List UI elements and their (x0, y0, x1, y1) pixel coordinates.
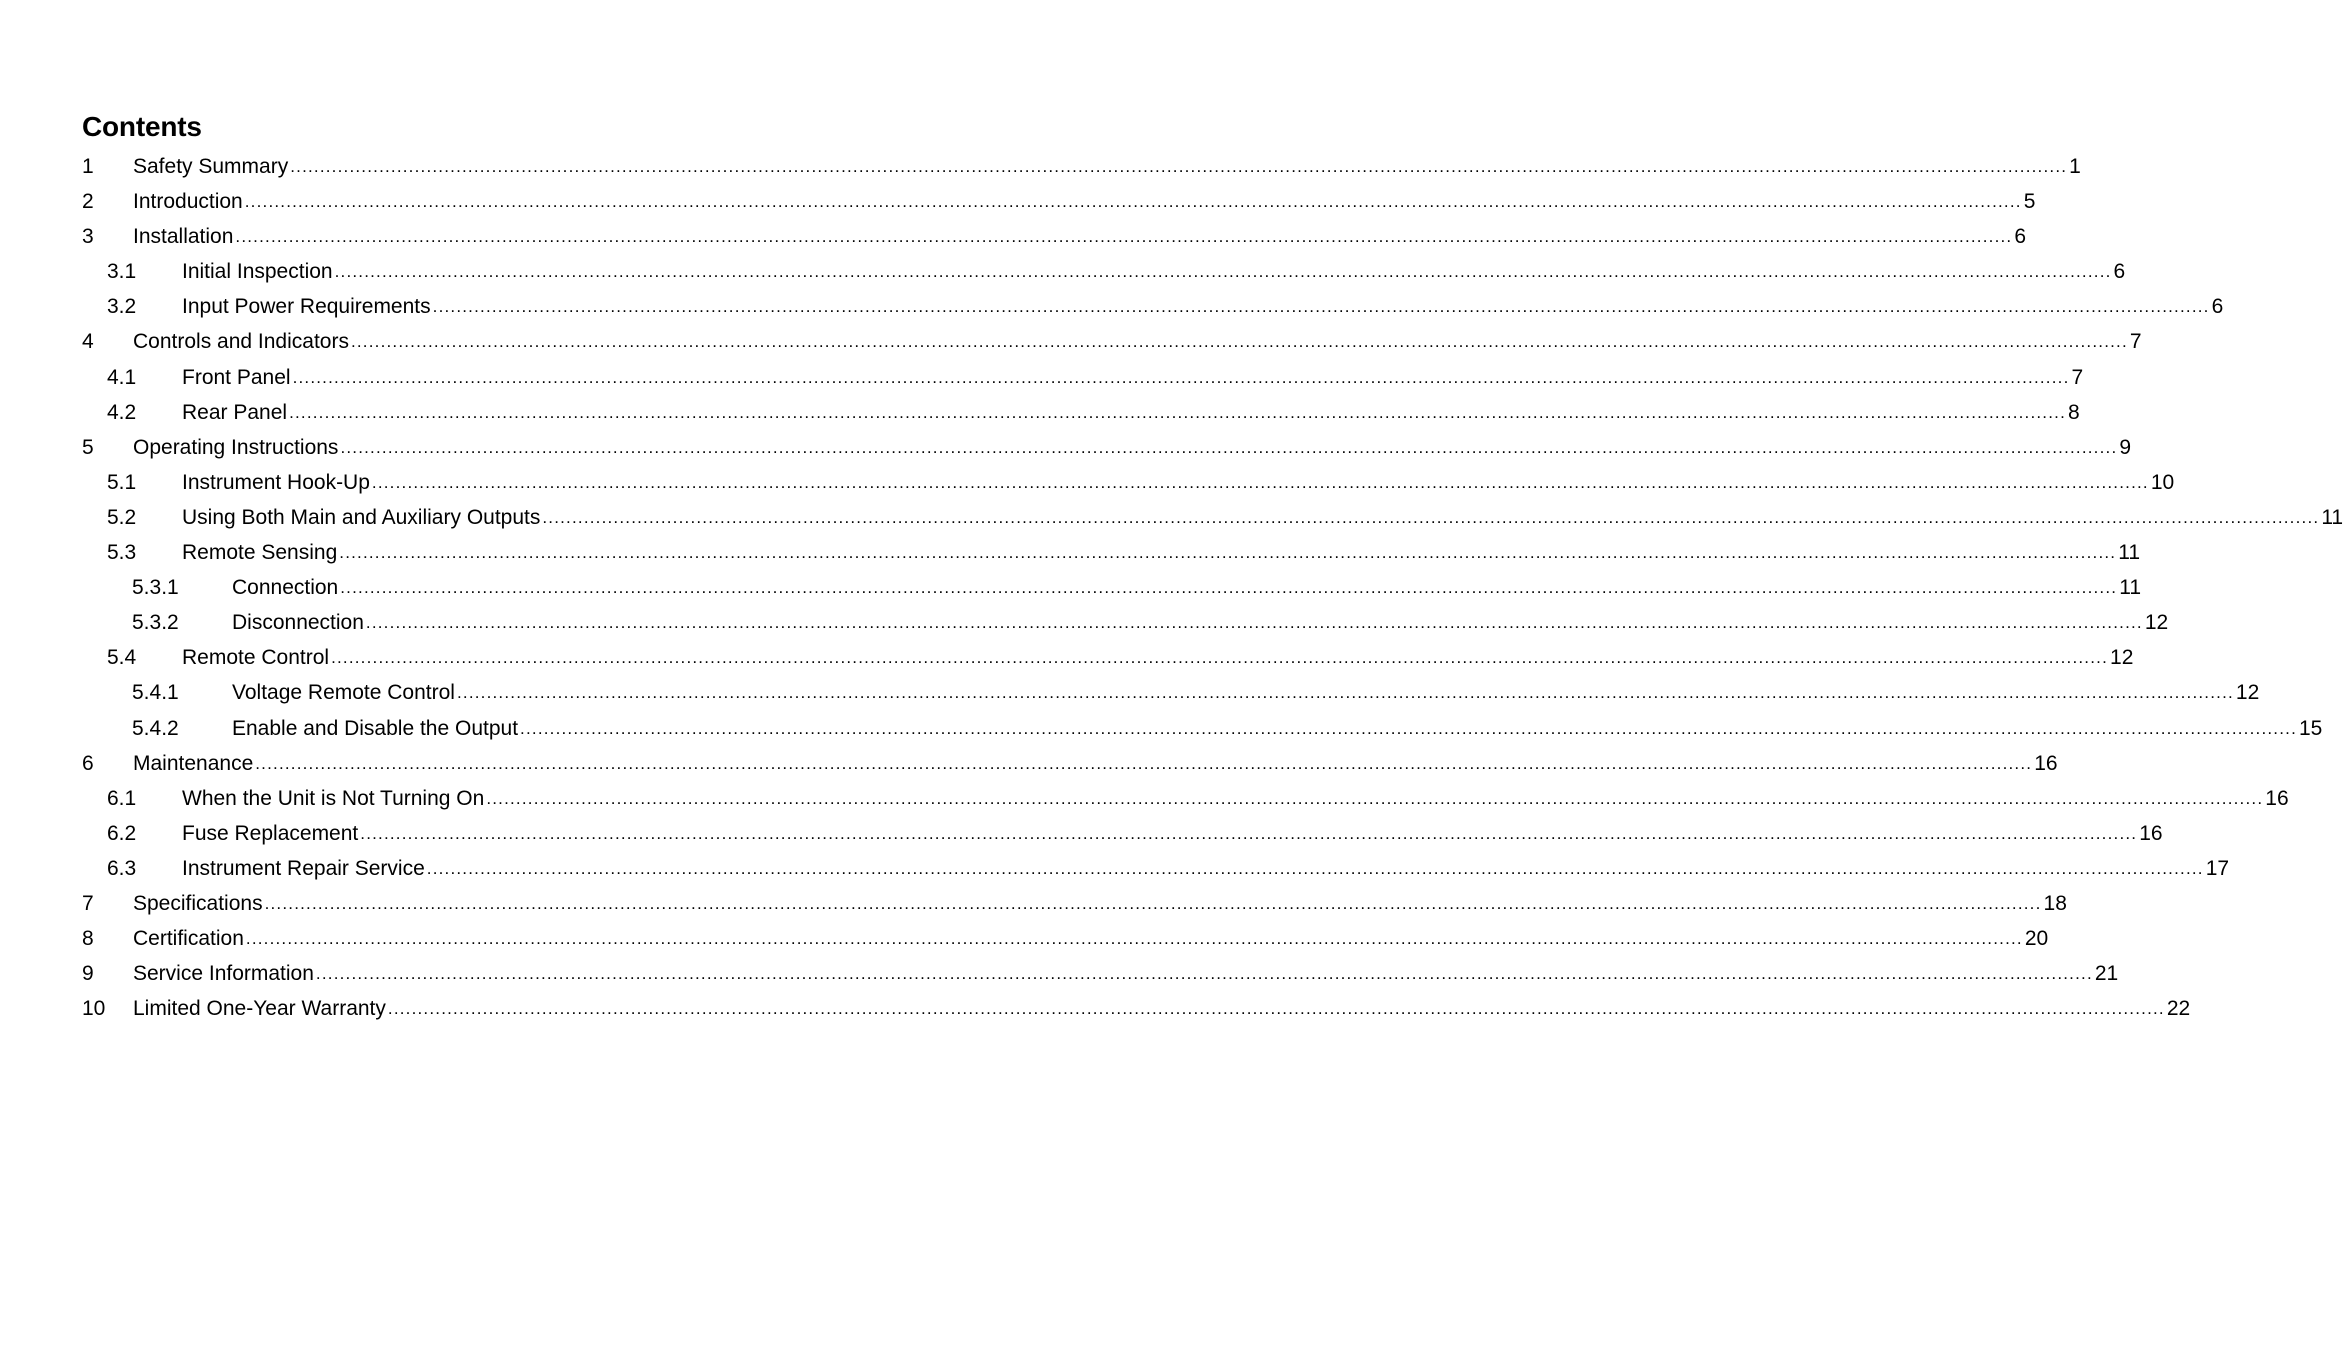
dot-leader: ............................................................................................................................................................................................................................................................................................................ (340, 578, 2118, 598)
toc-entry-number: 8 (82, 927, 94, 951)
toc-entry[interactable] (0, 852, 2230, 887)
dot-leader: ............................................................................................................................................................................................................................................................................................................ (486, 788, 2264, 808)
dot-leader: ............................................................................................................................................................................................................................................................................................................ (371, 472, 2149, 492)
toc-entry-page-number: 18 (2043, 891, 2067, 915)
toc-entry-link[interactable] (182, 855, 2230, 883)
dot-leader: ............................................................................................................................................................................................................................................................................................................ (334, 262, 2112, 282)
toc-entry-label: Instrument Hook-Up (182, 470, 370, 494)
toc-entry-label: Input Power Requirements (182, 295, 431, 319)
dot-leader: ............................................................................................................................................................................................................................................................................................................ (520, 718, 2297, 738)
dot-leader: ............................................................................................................................................................................................................................................................................................................ (264, 893, 2042, 913)
toc-entry-number: 6.3 (107, 856, 137, 880)
toc-entry-number: 5.3.1 (132, 576, 179, 600)
toc-entry-link[interactable] (133, 328, 2142, 356)
toc-entry-label: Maintenance (133, 751, 254, 775)
toc-entry-page-number: 10 (2150, 470, 2175, 494)
toc-entry[interactable] (0, 817, 2163, 852)
toc-entry[interactable] (0, 361, 2084, 396)
dot-leader: ............................................................................................................................................................................................................................................................................................................ (255, 753, 2033, 773)
toc-entry-number: 3.1 (107, 260, 137, 284)
toc-entry[interactable] (0, 887, 2067, 922)
toc-entry[interactable] (0, 712, 2323, 747)
dot-leader: ............................................................................................................................................................................................................................................................................................................ (292, 367, 2070, 387)
toc-entry[interactable] (0, 466, 2175, 501)
toc-entry-number: 6 (82, 751, 94, 775)
dot-leader: ............................................................................................................................................................................................................................................................................................................ (290, 157, 2068, 176)
dot-leader: ............................................................................................................................................................................................................................................................................................................ (542, 507, 2320, 527)
toc-entry-link[interactable] (133, 890, 2067, 918)
toc-entry-label: Rear Panel (182, 400, 288, 424)
toc-entry[interactable] (0, 641, 2134, 676)
toc-entry-link[interactable] (182, 364, 2084, 392)
toc-entry-page-number: 11 (2118, 541, 2141, 565)
toc-entry-page-number: 8 (2068, 400, 2080, 424)
toc-entry-link[interactable] (182, 644, 2134, 672)
toc-entry-link[interactable] (133, 960, 2119, 988)
toc-entry-page-number: 12 (2235, 681, 2260, 705)
toc-entry-label: When the Unit is Not Turning On (182, 786, 485, 810)
toc-entry-label: Limited One-Year Warranty (133, 997, 386, 1021)
toc-entry[interactable] (0, 431, 2132, 466)
toc-entry-number: 5 (82, 435, 94, 459)
dot-leader: ............................................................................................................................................................................................................................................................................................................ (244, 192, 2022, 212)
toc-entry-label: Safety Summary (133, 155, 289, 178)
toc-entry-label: Instrument Repair Service (182, 856, 425, 880)
toc-entry[interactable] (0, 255, 2126, 290)
toc-entry-number: 2 (82, 190, 94, 214)
toc-entry-number: 4.2 (107, 400, 137, 424)
toc-entry-page-number: 16 (2139, 821, 2163, 845)
dot-leader: ............................................................................................................................................................................................................................................................................................................ (235, 227, 2013, 247)
toc-entry-link[interactable] (182, 539, 2141, 567)
toc-entry[interactable] (0, 220, 2027, 255)
toc-entry-page-number: 12 (2110, 646, 2134, 670)
toc-entry-link[interactable] (182, 820, 2163, 848)
toc-entry-number: 6.2 (107, 821, 137, 845)
table-of-contents (0, 150, 2343, 1027)
toc-entry[interactable] (0, 290, 2224, 325)
toc-entry-number: 5.3.2 (132, 611, 179, 635)
toc-entry-label: Front Panel (182, 365, 291, 389)
toc-entry-link[interactable] (182, 399, 2080, 427)
toc-entry[interactable] (0, 571, 2142, 606)
toc-entry-label: Voltage Remote Control (232, 681, 455, 705)
toc-entry-number: 4 (82, 330, 94, 354)
toc-entry-number: 3.2 (107, 295, 137, 319)
dot-leader: ............................................................................................................................................................................................................................................................................................................ (340, 437, 2118, 457)
toc-entry-number: 9 (82, 962, 94, 986)
toc-entry-label: Using Both Main and Auxiliary Outputs (182, 505, 541, 529)
toc-entry-page-number: 1 (2069, 155, 2081, 178)
toc-entry-label: Operating Instructions (133, 435, 339, 459)
toc-entry-link[interactable] (133, 223, 2027, 251)
toc-entry-number: 10 (82, 997, 106, 1021)
toc-entry-page-number: 20 (2024, 927, 2049, 951)
toc-entry-link[interactable] (232, 574, 2142, 602)
dot-leader: ............................................................................................................................................................................................................................................................................................................ (331, 648, 2109, 668)
toc-entry-page-number: 7 (2129, 330, 2142, 354)
toc-entry-page-number: 5 (2023, 190, 2036, 214)
toc-entry-label: Introduction (133, 190, 243, 214)
dot-leader: ............................................................................................................................................................................................................................................................................................................ (245, 929, 2023, 949)
toc-entry-link[interactable] (232, 715, 2323, 743)
dot-leader: ............................................................................................................................................................................................................................................................................................................ (387, 999, 2165, 1019)
toc-entry-link[interactable] (182, 785, 2289, 813)
toc-entry-page-number: 21 (2094, 962, 2119, 986)
toc-entry[interactable] (0, 606, 2169, 641)
toc-entry[interactable] (0, 957, 2119, 992)
toc-entry-link[interactable] (182, 293, 2224, 321)
toc-entry-page-number: 12 (2144, 611, 2169, 635)
toc-entry-label: Controls and Indicators (133, 330, 349, 354)
toc-entry[interactable] (0, 536, 2141, 571)
toc-entry[interactable] (0, 150, 2081, 185)
toc-entry-link[interactable] (232, 609, 2169, 637)
toc-entry[interactable] (0, 396, 2080, 431)
toc-entry-number: 6.1 (107, 786, 137, 810)
toc-entry-link[interactable] (133, 925, 2049, 953)
toc-entry-page-number: 22 (2166, 997, 2191, 1021)
toc-entry-label: Disconnection (232, 611, 364, 635)
toc-entry-number: 4.1 (107, 365, 137, 389)
toc-title: Contents (82, 111, 202, 142)
toc-entry-link[interactable] (182, 258, 2126, 286)
toc-entry[interactable] (0, 747, 2058, 782)
toc-entry-label: Remote Control (182, 646, 330, 670)
dot-leader: ............................................................................................................................................................................................................................................................................................................ (350, 332, 2128, 352)
toc-entry-page-number: 16 (2265, 786, 2289, 810)
toc-entry-label: Certification (133, 927, 244, 951)
toc-entry[interactable] (0, 782, 2289, 817)
toc-entry-page-number: 15 (2299, 716, 2323, 740)
toc-entry-page-number: 17 (2205, 856, 2230, 880)
toc-entry-number: 5.3 (107, 541, 137, 565)
toc-entry-page-number: 6 (2014, 225, 2027, 249)
toc-entry-page-number: 7 (2071, 365, 2084, 389)
toc-entry-label: Specifications (133, 891, 263, 915)
toc-entry-page-number: 11 (2119, 576, 2142, 600)
toc-entry-label: Remote Sensing (182, 541, 338, 565)
toc-entry-label: Service Information (133, 962, 314, 986)
toc-entry-number: 5.2 (107, 505, 137, 529)
toc-entry[interactable] (0, 501, 2343, 536)
toc-entry-label: Initial Inspection (182, 260, 333, 284)
toc-entry-page-number: 6 (2211, 295, 2224, 319)
toc-entry[interactable] (0, 185, 2036, 220)
toc-entry-page-number: 16 (2034, 751, 2058, 775)
dot-leader: ............................................................................................................................................................................................................................................................................................................ (339, 543, 2117, 563)
dot-leader: ............................................................................................................................................................................................................................................................................................................ (432, 297, 2210, 317)
dot-leader: ............................................................................................................................................................................................................................................................................................................ (426, 858, 2204, 878)
toc-entry-label: Connection (232, 576, 339, 600)
toc-entry[interactable] (0, 922, 2049, 957)
toc-entry-link[interactable] (133, 750, 2058, 778)
toc-entry-label: Installation (133, 225, 234, 249)
dot-leader: ............................................................................................................................................................................................................................................................................................................ (360, 823, 2138, 843)
toc-entry-number: 5.4.2 (132, 716, 179, 740)
toc-entry[interactable] (0, 992, 2191, 1027)
toc-entry-number: 5.4.1 (132, 681, 179, 705)
toc-entry-number: 3 (82, 225, 94, 249)
dot-leader: ............................................................................................................................................................................................................................................................................................................ (365, 613, 2143, 633)
toc-entry-label: Fuse Replacement (182, 821, 359, 845)
toc-entry-link[interactable] (232, 679, 2260, 707)
toc-entry-link[interactable] (182, 504, 2343, 532)
toc-entry-page-number: 9 (2119, 435, 2132, 459)
toc-entry-link[interactable] (133, 434, 2132, 462)
toc-entry-page-number: 6 (2113, 260, 2126, 284)
toc-entry[interactable] (0, 325, 2142, 360)
toc-entry-label: Enable and Disable the Output (232, 716, 519, 740)
dot-leader: ............................................................................................................................................................................................................................................................................................................ (289, 402, 2067, 422)
dot-leader: ............................................................................................................................................................................................................................................................................................................ (456, 683, 2234, 703)
toc-entry-link[interactable] (182, 469, 2175, 497)
toc-entry-number: 7 (82, 891, 94, 915)
toc-entry-page-number: 11 (2321, 505, 2343, 529)
toc-entry-link[interactable] (133, 153, 2081, 181)
toc-entry[interactable] (0, 676, 2260, 711)
toc-entry-number: 1 (82, 155, 94, 178)
toc-entry-number: 5.4 (107, 646, 137, 670)
toc-entry-link[interactable] (133, 995, 2191, 1023)
toc-entry-number: 5.1 (107, 470, 137, 494)
dot-leader: ............................................................................................................................................................................................................................................................................................................ (315, 964, 2093, 984)
toc-entry-link[interactable] (133, 188, 2036, 216)
